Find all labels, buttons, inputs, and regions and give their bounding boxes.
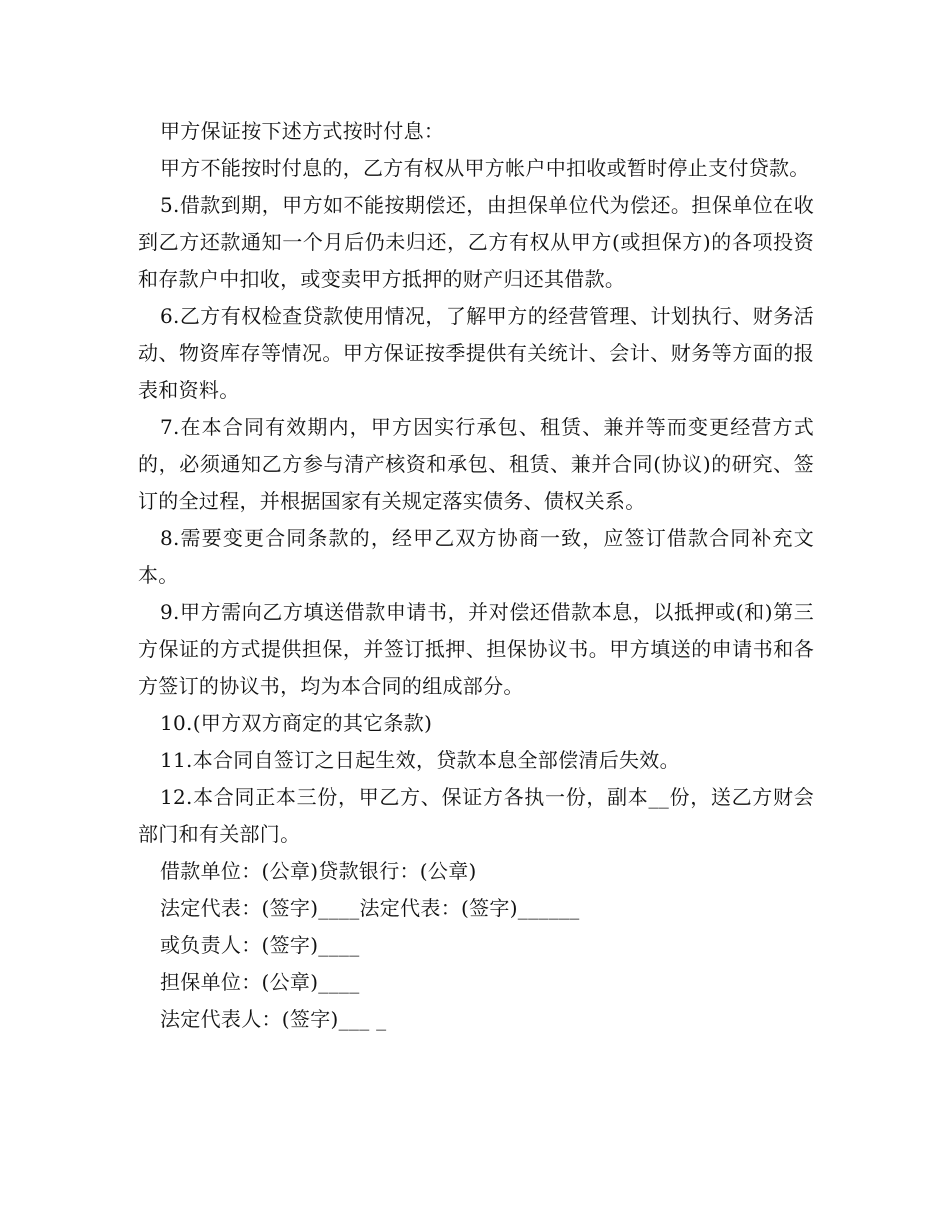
clause-12: 12.本合同正本三份，甲乙方、保证方各执一份，副本__份，送乙方财会部门和有关部门。 — [138, 785, 814, 846]
clause-6: 6.乙方有权检查贷款使用情况，了解甲方的经营管理、计划执行、财务活动、物资库存等情况。甲方保证按季提供有关统计、会计、财务等方面的报表和资料。 — [138, 304, 814, 402]
clause-8: 8.需要变更合同条款的，经甲乙双方协商一致，应签订借款合同补充文本。 — [138, 526, 814, 587]
signature-borrower-bank: 借款单位：(公章)贷款银行：(公章) — [160, 859, 477, 883]
paragraph-late-interest: 甲方不能按时付息的，乙方有权从甲方帐户中扣收或暂时停止支付贷款。 — [160, 156, 810, 180]
signature-guarantor: 担保单位：(公章)____ — [160, 970, 360, 994]
signature-responsible-person: 或负责人：(签字)____ — [160, 933, 360, 957]
clause-7: 7.在本合同有效期内，甲方因实行承包、租赁、兼并等而变更经营方式的，必须通知乙方参与清产核资和承包、租赁、兼并合同(协议)的研究、签订的全过程，并根据国家有关规定落实债务、债权关系。 — [138, 415, 814, 513]
signature-legal-representatives: 法定代表：(签字)____法定代表：(签字)______ — [160, 896, 580, 920]
clause-9: 9.甲方需向乙方填送借款申请书，并对偿还借款本息，以抵押或(和)第三方保证的方式提供担保，并签订抵押、担保协议书。甲方填送的申请书和各方签订的协议书，均为本合同的组成部分。 — [138, 600, 814, 698]
clause-11: 11.本合同自签订之日起生效，贷款本息全部偿清后失效。 — [160, 748, 680, 772]
document-body — [138, 113, 814, 1038]
paragraph-interest-payment: 甲方保证按下述方式按时付息： — [160, 119, 445, 143]
signature-guarantor-representative: 法定代表人：(签字)___ _ — [160, 1007, 387, 1031]
clause-5: 5.借款到期，甲方如不能按期偿还，由担保单位代为偿还。担保单位在收到乙方还款通知一个月后仍未归还，乙方有权从甲方(或担保方)的各项投资和存款户中扣收，或变卖甲方抵押的财产归还其借款。 — [138, 193, 814, 291]
clause-10: 10.(甲方双方商定的其它条款) — [160, 711, 433, 735]
